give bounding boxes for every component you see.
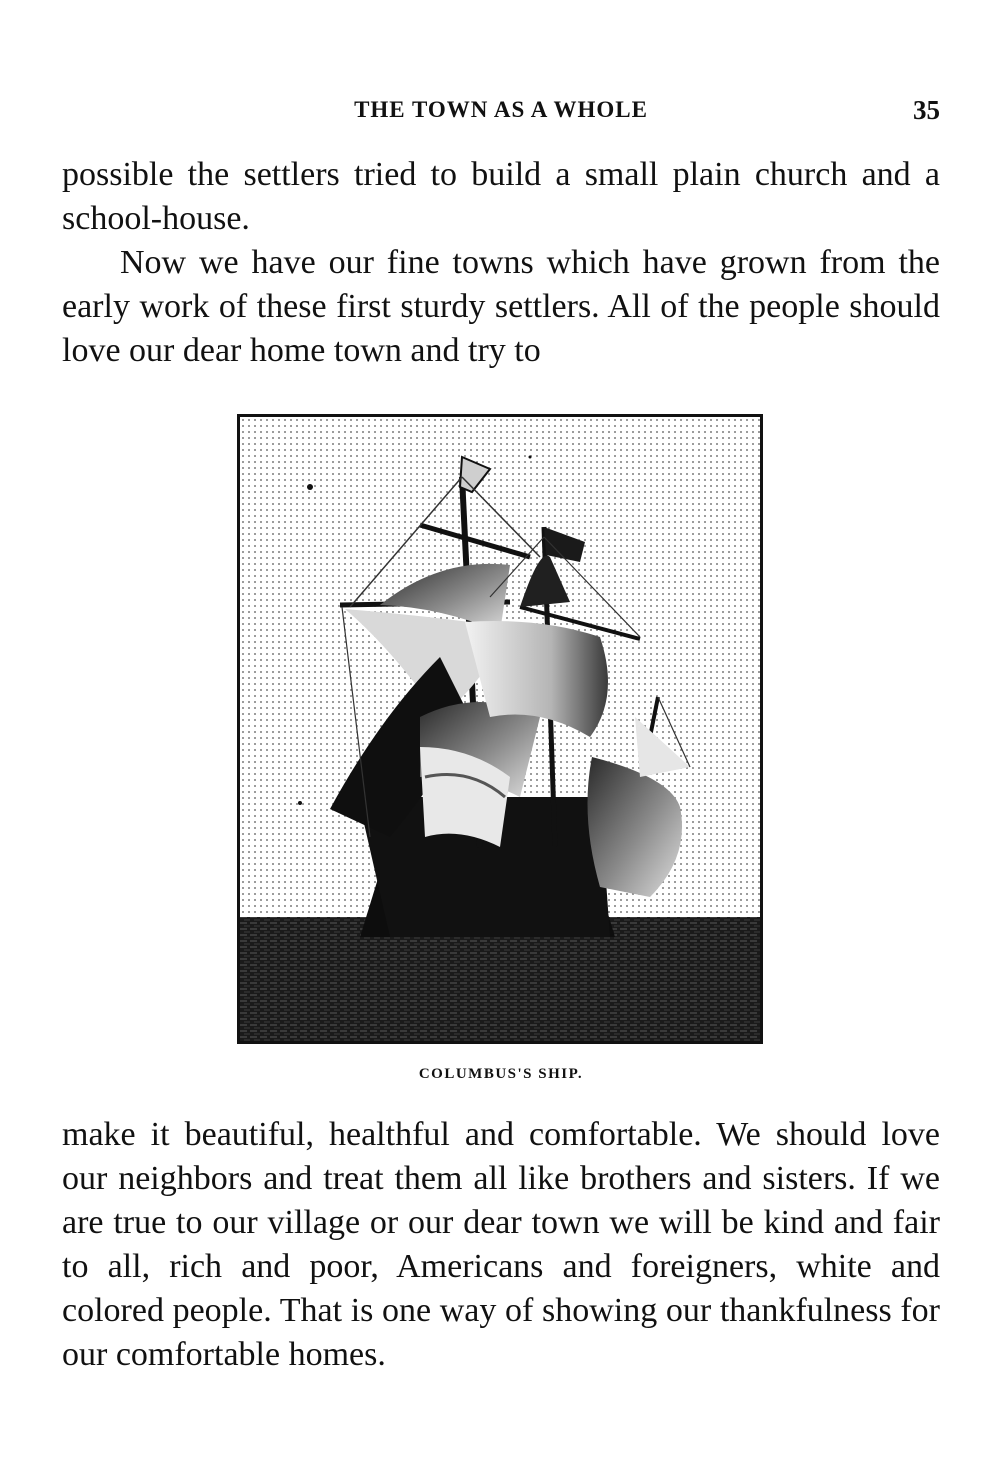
paragraph-continued: possible the settlers tried to build a small plain church and a school-house. [62, 156, 940, 237]
figure [237, 414, 763, 1044]
running-title: THE TOWN AS A WHOLE [354, 97, 648, 122]
figure-caption: COLUMBUS'S SHIP. [418, 1066, 584, 1082]
running-head [62, 92, 940, 128]
paragraph-beautiful: make it beautiful, healthful and comfortable. We should love our neighbors and treat them all like brothers and sisters. If we are true to our village or our dear town we will be kind and fair to all, rich and poor, Americans and foreigners, white and colored people. That is one way of showing our thankfulness for our comfortable homes. [62, 1116, 940, 1373]
sailing-ship-icon [240, 417, 760, 1041]
page-number: 35 [913, 95, 940, 125]
body-text-top [62, 153, 940, 373]
ship-illustration [237, 414, 763, 1044]
paragraph-towns: Now we have our fine towns which have grown from the early work of these first sturdy settlers. All of the people should love our dear home town and try to [62, 244, 940, 369]
body-text-bottom [62, 1113, 940, 1377]
